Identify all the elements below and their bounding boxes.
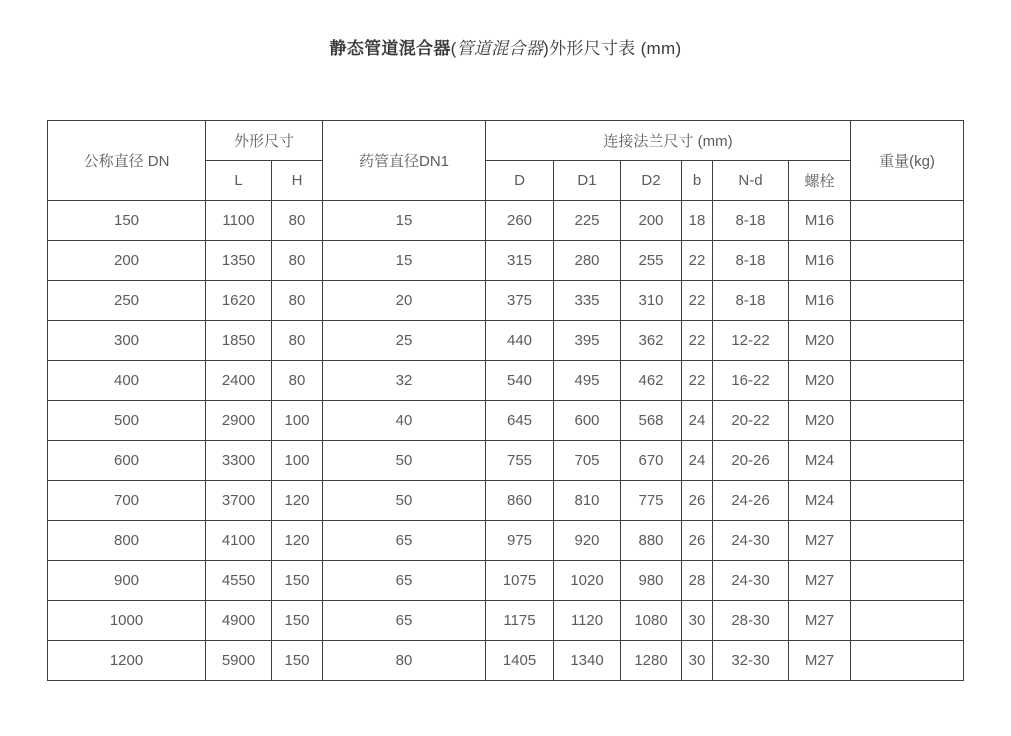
cell-h: 150 [272,561,323,601]
header-b: b [682,161,713,201]
cell-bolt: M24 [789,441,851,481]
cell-b: 28 [682,561,713,601]
cell-dn1: 25 [323,321,486,361]
cell-dn1: 50 [323,441,486,481]
cell-d1: 225 [554,201,621,241]
table-row [48,601,964,641]
header-d: D [486,161,554,201]
cell-h: 120 [272,521,323,561]
cell-b: 22 [682,361,713,401]
header-weight: 重量(kg) [851,121,964,201]
cell-dn: 1200 [48,641,206,681]
cell-nd: 8-18 [713,201,789,241]
cell-dn: 300 [48,321,206,361]
cell-nd: 28-30 [713,601,789,641]
cell-h: 150 [272,641,323,681]
cell-bolt: M27 [789,601,851,641]
cell-dn1: 20 [323,281,486,321]
cell-h: 80 [272,321,323,361]
cell-d2: 200 [621,201,682,241]
cell-h: 100 [272,401,323,441]
cell-h: 80 [272,241,323,281]
cell-weight [851,521,964,561]
table-row [48,321,964,361]
cell-b: 26 [682,481,713,521]
table-row [48,561,964,601]
cell-d: 1405 [486,641,554,681]
cell-dn1: 80 [323,641,486,681]
cell-h: 120 [272,481,323,521]
cell-b: 22 [682,241,713,281]
cell-dn: 500 [48,401,206,441]
header-l: L [206,161,272,201]
cell-dn1: 65 [323,561,486,601]
title-alias-italic: 管道混合器 [456,39,544,58]
cell-nd: 32-30 [713,641,789,681]
cell-h: 80 [272,361,323,401]
title-product-name: 静态管道混合器 [329,39,451,58]
cell-d2: 1280 [621,641,682,681]
cell-d1: 1340 [554,641,621,681]
cell-l: 4900 [206,601,272,641]
cell-d: 1175 [486,601,554,641]
cell-d1: 705 [554,441,621,481]
cell-weight [851,641,964,681]
cell-d: 975 [486,521,554,561]
cell-bolt: M24 [789,481,851,521]
cell-l: 1620 [206,281,272,321]
cell-l: 1100 [206,201,272,241]
cell-dn1: 15 [323,241,486,281]
cell-d1: 395 [554,321,621,361]
cell-dn1: 50 [323,481,486,521]
cell-h: 80 [272,281,323,321]
cell-nd: 24-30 [713,561,789,601]
header-h: H [272,161,323,201]
cell-dn1: 40 [323,401,486,441]
cell-weight [851,401,964,441]
cell-d1: 495 [554,361,621,401]
table-row [48,241,964,281]
cell-bolt: M20 [789,321,851,361]
table-row [48,441,964,481]
cell-d: 315 [486,241,554,281]
cell-l: 1350 [206,241,272,281]
cell-bolt: M20 [789,361,851,401]
cell-d: 540 [486,361,554,401]
cell-weight [851,201,964,241]
table-row [48,521,964,561]
cell-dn: 200 [48,241,206,281]
cell-d: 375 [486,281,554,321]
cell-nd: 24-26 [713,481,789,521]
cell-l: 5900 [206,641,272,681]
cell-d2: 255 [621,241,682,281]
cell-weight [851,281,964,321]
cell-b: 26 [682,521,713,561]
cell-d1: 1020 [554,561,621,601]
header-outline-dimensions: 外形尺寸 [206,121,323,161]
cell-weight [851,441,964,481]
cell-nd: 8-18 [713,241,789,281]
cell-d2: 980 [621,561,682,601]
table-row [48,641,964,681]
cell-d2: 1080 [621,601,682,641]
cell-nd: 20-22 [713,401,789,441]
cell-d1: 335 [554,281,621,321]
cell-h: 150 [272,601,323,641]
cell-l: 1850 [206,321,272,361]
cell-l: 2900 [206,401,272,441]
cell-d1: 280 [554,241,621,281]
cell-bolt: M16 [789,281,851,321]
cell-d1: 810 [554,481,621,521]
cell-bolt: M16 [789,201,851,241]
table-body [48,201,964,681]
cell-b: 24 [682,401,713,441]
cell-nd: 20-26 [713,441,789,481]
cell-d: 755 [486,441,554,481]
header-flange-dimensions: 连接法兰尺寸 (mm) [486,121,851,161]
cell-d: 260 [486,201,554,241]
cell-nd: 8-18 [713,281,789,321]
cell-l: 4100 [206,521,272,561]
cell-d2: 775 [621,481,682,521]
cell-d: 645 [486,401,554,441]
cell-d1: 1120 [554,601,621,641]
cell-dn: 250 [48,281,206,321]
cell-bolt: M27 [789,521,851,561]
cell-weight [851,321,964,361]
cell-dn: 400 [48,361,206,401]
cell-d1: 600 [554,401,621,441]
cell-dn: 600 [48,441,206,481]
table-row [48,201,964,241]
cell-dn: 900 [48,561,206,601]
cell-h: 80 [272,201,323,241]
cell-d2: 310 [621,281,682,321]
dimensions-table [47,120,964,681]
cell-bolt: M27 [789,561,851,601]
table-row [48,281,964,321]
cell-d2: 880 [621,521,682,561]
cell-b: 30 [682,641,713,681]
header-nominal-diameter: 公称直径 DN [48,121,206,201]
cell-dn1: 65 [323,521,486,561]
header-n-d: N-d [713,161,789,201]
cell-nd: 12-22 [713,321,789,361]
cell-weight [851,241,964,281]
cell-dn1: 65 [323,601,486,641]
cell-dn1: 15 [323,201,486,241]
cell-l: 3300 [206,441,272,481]
cell-bolt: M20 [789,401,851,441]
cell-dn: 1000 [48,601,206,641]
cell-l: 4550 [206,561,272,601]
table-row [48,401,964,441]
cell-d1: 920 [554,521,621,561]
table-row [48,481,964,521]
header-row-1 [48,121,964,161]
cell-dn: 150 [48,201,206,241]
cell-d2: 362 [621,321,682,361]
cell-b: 22 [682,281,713,321]
cell-d: 440 [486,321,554,361]
cell-d2: 670 [621,441,682,481]
cell-b: 30 [682,601,713,641]
cell-l: 3700 [206,481,272,521]
title-paren-open: ( [450,39,457,58]
title-paren-close: ) [543,39,550,58]
cell-b: 18 [682,201,713,241]
cell-bolt: M27 [789,641,851,681]
cell-weight [851,601,964,641]
cell-d: 1075 [486,561,554,601]
table-header [48,121,964,201]
cell-nd: 16-22 [713,361,789,401]
cell-weight [851,481,964,521]
cell-dn: 700 [48,481,206,521]
header-dosing-pipe-diameter: 药管直径DN1 [323,121,486,201]
cell-bolt: M16 [789,241,851,281]
table-row [48,361,964,401]
page-title [0,37,1011,60]
cell-d2: 462 [621,361,682,401]
cell-weight [851,361,964,401]
cell-l: 2400 [206,361,272,401]
cell-h: 100 [272,441,323,481]
cell-dn1: 32 [323,361,486,401]
title-suffix: 外形尺寸表 (mm) [549,39,682,58]
cell-b: 24 [682,441,713,481]
cell-b: 22 [682,321,713,361]
cell-nd: 24-30 [713,521,789,561]
header-d1: D1 [554,161,621,201]
cell-d2: 568 [621,401,682,441]
cell-dn: 800 [48,521,206,561]
cell-d: 860 [486,481,554,521]
cell-weight [851,561,964,601]
header-d2: D2 [621,161,682,201]
header-bolt: 螺栓 [789,161,851,201]
